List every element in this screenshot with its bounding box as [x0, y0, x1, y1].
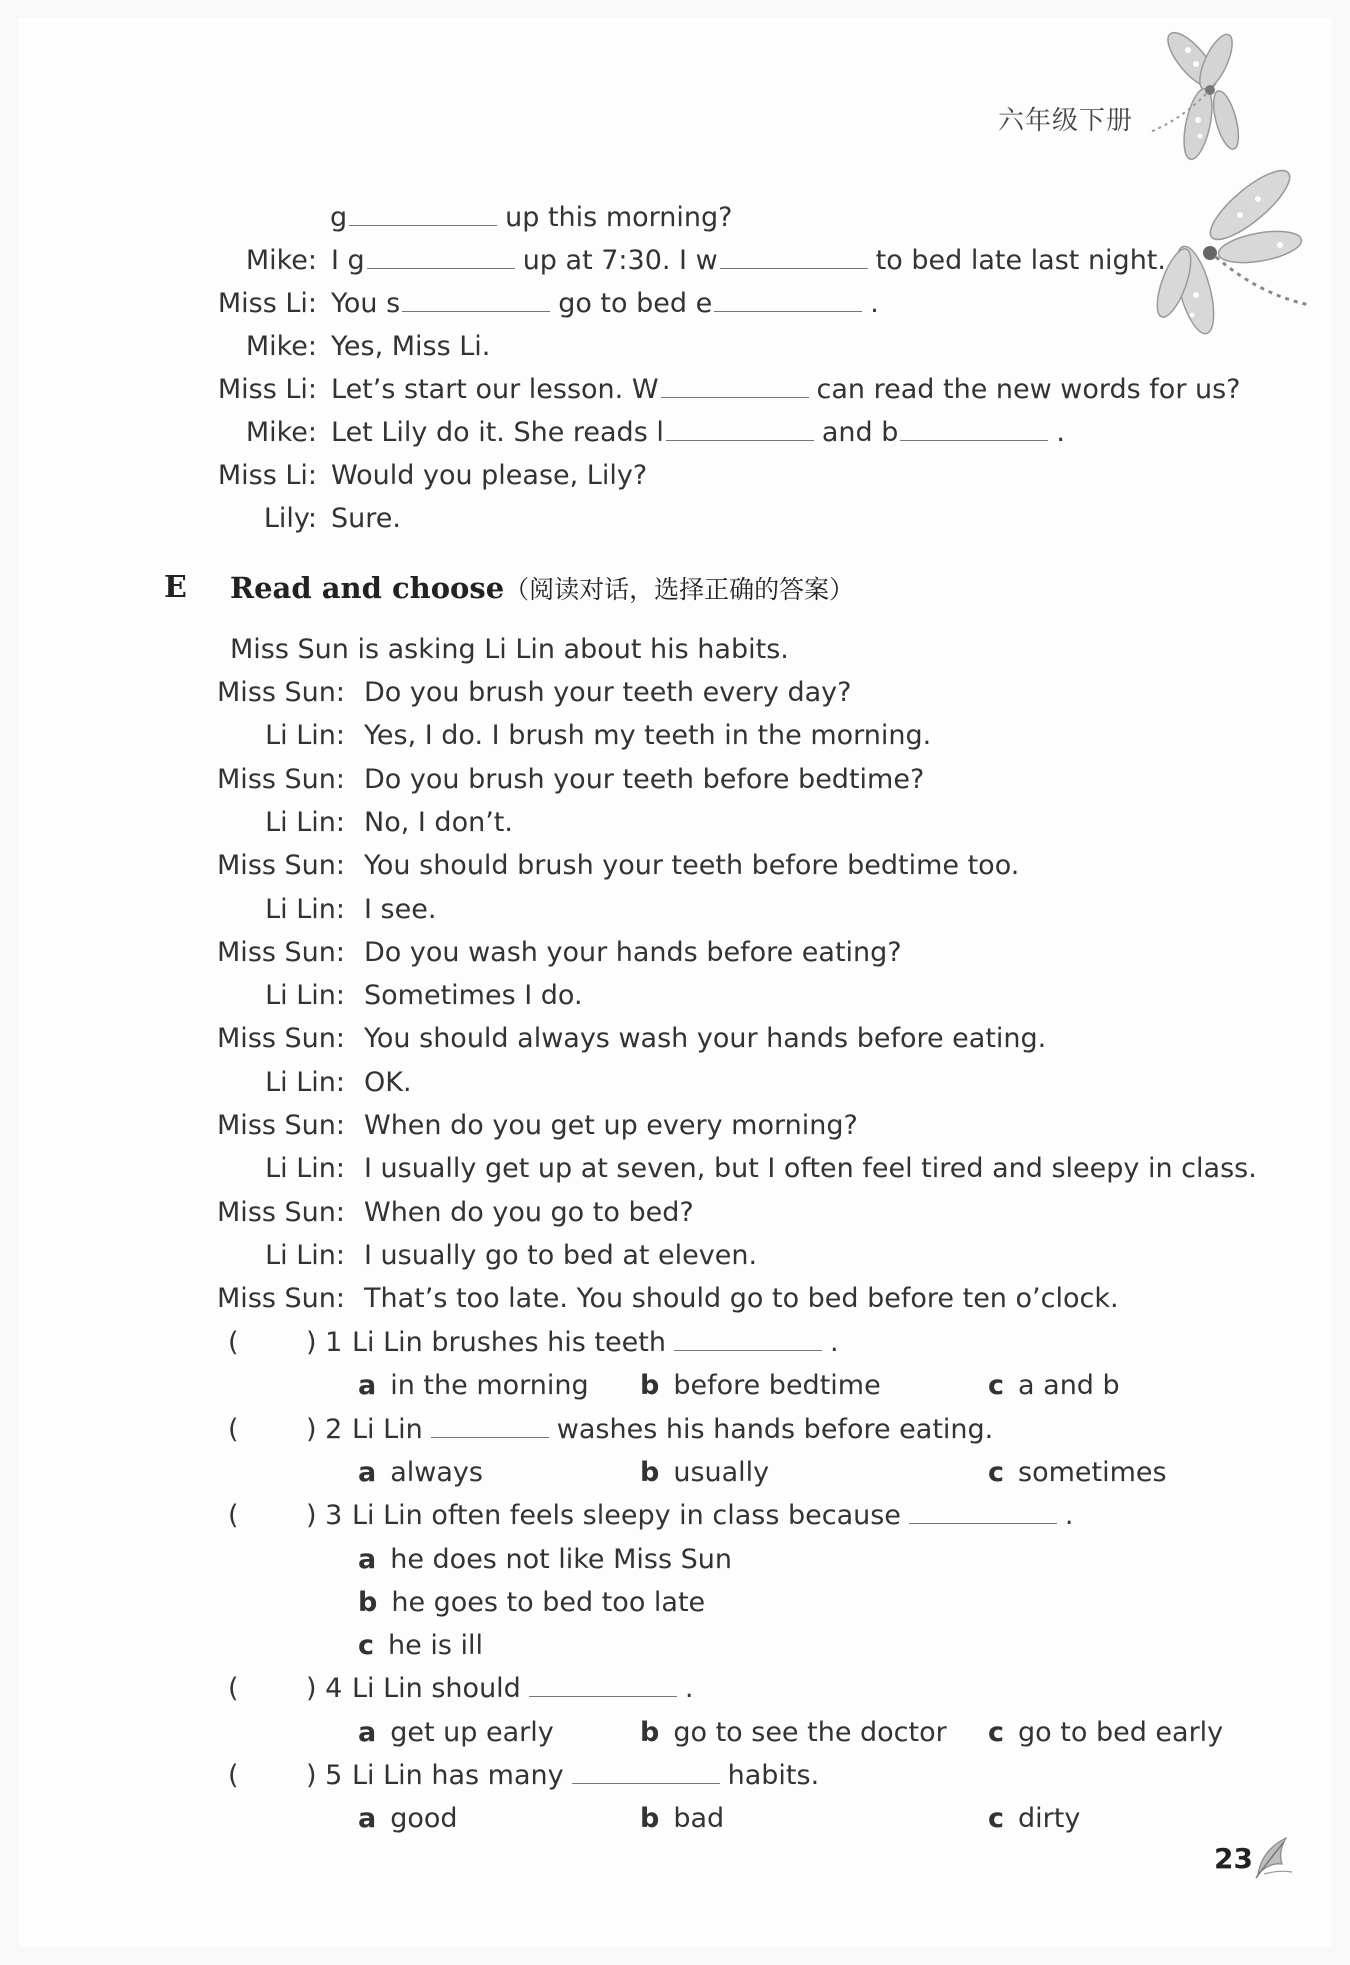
dialogue-line: [0, 1017, 1350, 1060]
answer-blank[interactable]: [349, 197, 497, 226]
section-letter: E: [164, 570, 187, 605]
section-title: Read and choose（阅读对话，选择正确的答案）: [230, 571, 855, 605]
dialogue-text: Do you brush your teeth before bedtime?: [364, 763, 925, 795]
answer-paren[interactable]: (: [228, 1500, 239, 1532]
dialogue-line: [0, 931, 1350, 974]
dialogue-line: g up this morning?: [330, 196, 732, 239]
answer-blank[interactable]: [431, 1409, 549, 1438]
answer-option[interactable]: c a and b: [988, 1370, 1120, 1402]
section-intro: Miss Sun is asking Li Lin about his habits.: [230, 634, 789, 665]
speaker-label: Li Lin:: [265, 1239, 345, 1271]
answer-option[interactable]: a he does not like Miss Sun: [358, 1543, 733, 1575]
speaker-label: Miss Sun:: [217, 936, 345, 968]
question-number: ) 5: [306, 1760, 343, 1791]
answer-option[interactable]: a in the morning: [358, 1370, 589, 1402]
dialogue-text: Sometimes I do.: [364, 980, 583, 1012]
dialogue-line: [0, 888, 1350, 931]
answer-blank[interactable]: [666, 412, 814, 441]
answer-blank[interactable]: [661, 369, 809, 398]
dialogue-text: No, I don’t.: [364, 806, 513, 838]
answer-option[interactable]: c he is ill: [358, 1630, 483, 1662]
question-number: ) 2: [306, 1413, 343, 1445]
answer-option[interactable]: c dirty: [988, 1803, 1081, 1835]
speaker-label: Mike:: [245, 417, 317, 448]
speaker-label: Li Lin:: [265, 1153, 345, 1185]
dialogue-line: Mike: Yes, Miss Li.: [0, 325, 1350, 368]
answer-blank[interactable]: [402, 283, 550, 312]
dialogue-text: I usually go to bed at eleven.: [364, 1239, 758, 1271]
question-stem: ( ) 2 Li Lin washes his hands before eating.: [0, 1408, 1350, 1451]
question-stem: ( ) 5 Li Lin has many habits.: [0, 1754, 1350, 1797]
dialogue-line: [0, 1191, 1350, 1234]
speaker-label: Miss Li:: [217, 460, 317, 491]
dialogue-line: Miss Li: Let’s start our lesson. W can read the new words for us?: [0, 368, 1350, 411]
answer-blank[interactable]: [714, 283, 862, 312]
dialogue-line: [0, 801, 1350, 844]
dialogue-text: When do you get up every morning?: [364, 1110, 858, 1141]
answer-option[interactable]: c go to bed early: [988, 1716, 1224, 1748]
question-number: ) 4: [306, 1673, 343, 1705]
dialogue-text: Do you brush your teeth every day?: [364, 677, 852, 708]
answer-option[interactable]: b bad: [640, 1803, 725, 1835]
dialogue-text: I see.: [364, 893, 437, 925]
dialogue-line: [0, 1234, 1350, 1277]
dialogue-line: Mike: I g up at 7:30. I w to bed late last night.: [0, 239, 1350, 282]
question-stem: ( ) 4 Li Lin should .: [0, 1667, 1350, 1710]
speaker-label: Miss Li:: [217, 374, 317, 405]
dialogue-line: [0, 974, 1350, 1017]
dialogue-text: Do you wash your hands before eating?: [364, 936, 902, 968]
dialogue-text: You should always wash your hands before eating.: [364, 1023, 1047, 1055]
speaker-label: Miss Sun:: [217, 763, 345, 795]
answer-option[interactable]: c sometimes: [988, 1456, 1167, 1488]
answer-option[interactable]: b usually: [640, 1456, 770, 1488]
dialogue-line: [0, 1061, 1350, 1104]
speaker-label: Li Lin:: [265, 806, 345, 838]
answer-paren[interactable]: (: [228, 1327, 239, 1358]
dragonfly-icon: [1130, 20, 1250, 170]
question-number: ) 3: [306, 1500, 343, 1532]
answer-blank[interactable]: [909, 1495, 1057, 1524]
answer-option[interactable]: a always: [358, 1456, 483, 1488]
speaker-label: Li Lin:: [265, 893, 345, 925]
speaker-label: Li Lin:: [265, 980, 345, 1012]
dialogue-line: [0, 1147, 1350, 1190]
speaker-label: Miss Sun:: [217, 1110, 345, 1141]
answer-blank[interactable]: [674, 1322, 822, 1351]
answer-option[interactable]: b go to see the doctor: [640, 1716, 947, 1748]
speaker-label: Miss Sun:: [217, 850, 345, 882]
answer-blank[interactable]: [529, 1668, 677, 1697]
answer-blank[interactable]: [720, 240, 868, 269]
speaker-label: Miss Sun:: [217, 1023, 345, 1055]
grade-label: 六年级下册: [998, 106, 1134, 136]
leaf-icon: [1252, 1834, 1296, 1880]
dialogue-line: [0, 758, 1350, 801]
answer-blank[interactable]: [367, 240, 515, 269]
dialogue-line: Mike: Let Lily do it. She reads l and b .: [0, 411, 1350, 454]
question-number: ) 1: [306, 1327, 343, 1358]
dialogue-text: That’s too late. You should go to bed before ten o’clock.: [364, 1283, 1119, 1315]
question-stem: ( ) 3 Li Lin often feels sleepy in class because .: [0, 1494, 1350, 1537]
dialogue-line: Miss Li: Would you please, Lily?: [0, 454, 1350, 497]
dialogue-text: You should brush your teeth before bedtime too.: [364, 850, 1020, 882]
dialogue-line: [0, 1104, 1350, 1147]
dialogue-text: When do you go to bed?: [364, 1196, 694, 1228]
speaker-label: Mike:: [245, 331, 317, 362]
dialogue-text: Yes, I do. I brush my teeth in the morning.: [364, 720, 932, 752]
dialogue-line: [0, 671, 1350, 714]
dialogue-line: Lily: Sure.: [0, 497, 1350, 540]
speaker-label: Miss Sun:: [217, 677, 345, 708]
speaker-label: Li Lin:: [265, 1066, 345, 1098]
page-number: 23: [1214, 1842, 1253, 1875]
dialogue-line: [0, 714, 1350, 757]
dialogue-line: [0, 844, 1350, 887]
answer-option[interactable]: b he goes to bed too late: [358, 1586, 706, 1618]
answer-option[interactable]: a get up early: [358, 1716, 554, 1748]
question-stem: ( ) 1 Li Lin brushes his teeth .: [0, 1321, 1350, 1364]
answer-option[interactable]: b before bedtime: [640, 1370, 881, 1402]
answer-blank[interactable]: [572, 1755, 720, 1784]
answer-paren[interactable]: (: [228, 1760, 239, 1791]
answer-blank[interactable]: [900, 412, 1048, 441]
speaker-label: Miss Sun:: [217, 1196, 345, 1228]
dialogue-line: [0, 1277, 1350, 1320]
dialogue-text: OK.: [364, 1066, 412, 1098]
speaker-label: Miss Li:: [217, 288, 317, 319]
dialogue-line: Miss Li: You s go to bed e .: [0, 282, 1350, 325]
answer-option[interactable]: a good: [358, 1803, 458, 1835]
speaker-label: Li Lin:: [265, 720, 345, 752]
answer-paren[interactable]: (: [228, 1673, 239, 1705]
speaker-label: Lily:: [263, 503, 317, 534]
answer-paren[interactable]: (: [228, 1413, 239, 1445]
dialogue-text: I usually get up at seven, but I often feel tired and sleepy in class.: [364, 1153, 1257, 1185]
speaker-label: Mike:: [245, 245, 317, 276]
speaker-label: Miss Sun:: [217, 1283, 345, 1315]
